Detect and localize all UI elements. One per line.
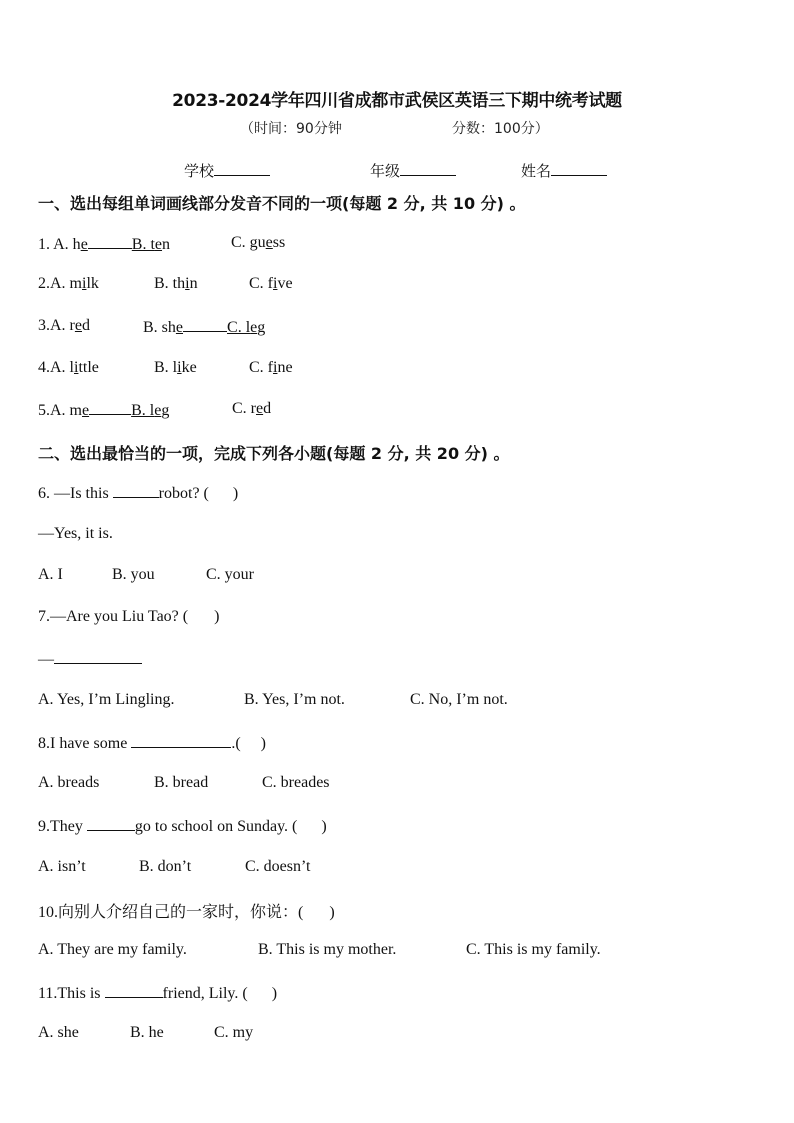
q3-a-underlined: e [74,317,82,334]
q5-b-underlined: e [154,402,162,419]
q10-option-b: B. This is my mother. [258,941,397,958]
q11-option-b: B. he [130,1024,164,1041]
q2-a-underlined: i [82,275,87,292]
q2-option-c: C. five [249,275,293,292]
name-label: 姓名 [521,162,552,180]
q1-number: 1 [38,236,46,253]
q5-option-b: B. leg [131,402,170,419]
q8-option-c: C. breades [262,774,330,791]
q3-option-a: A. red [50,317,90,334]
name-blank [551,161,607,176]
q4-option-a: A. little [50,359,99,376]
q6-option-b: B. you [112,566,155,583]
grade-label: 年级 [370,162,401,180]
q1-c-underlined: e [265,234,273,251]
question-3: 3.A. red [38,317,90,334]
q7-answer: — [38,649,142,669]
q11-option-c: C. my [214,1024,254,1041]
q9-option-c: C. doesn’t [245,858,311,875]
q5-option-a: A. me [50,402,90,419]
q6-blank [113,483,159,498]
q1-option-b: B. ten [131,236,171,253]
q3-option-b: B. she C. leg [143,319,266,336]
q5-a-underlined: e [82,402,90,419]
question-8: 8.I have some .( ) [38,735,266,752]
question-11: 11.This is friend, Lily. ( ) [38,985,278,1002]
q10-option-c: C. This is my family. [466,941,601,958]
q8-option-a: A. breads [38,774,100,791]
q3-c-underlined: e [250,319,258,336]
section-1-heading: 一、选出每组单词画线部分发音不同的一项(每题 2 分, 共 10 分) 。 [38,194,526,213]
q2-option-b: B. thin [154,275,198,292]
page-title: 2023-2024学年四川省成都市武侯区英语三下期中统考试题 [172,91,622,111]
q11-blank [105,983,163,998]
question-5: 5.A. me B. leg [38,402,170,419]
q2-b-underlined: i [185,275,190,292]
q1-option-a: A. he [53,236,88,253]
q10-option-a: A. They are my family. [38,941,187,958]
q1-blank [88,234,132,249]
section-2-heading: 二、选出最恰当的一项，完成下列各小题(每题 2 分, 共 20 分) 。 [38,444,510,463]
q5-c-underlined: e [256,400,264,417]
question-10: 10.向别人介绍自己的一家时，你说：( ) [38,904,335,921]
q1-a-underlined: e [80,236,88,253]
question-4: 4.A. little [38,359,99,376]
q9-option-b: B. don’t [139,858,192,875]
q6-answer: —Yes, it is. [38,525,113,542]
q4-option-c: C. fine [249,359,293,376]
q4-c-underlined: i [273,359,278,376]
q8-option-b: B. bread [154,774,209,791]
q2-option-a: A. milk [50,275,99,292]
q7-blank [54,649,142,664]
school-label: 学校 [184,162,215,180]
q5-option-c: C. red [232,400,272,417]
question-2: 2.A. milk [38,275,99,292]
q4-a-underlined: i [74,359,79,376]
grade-field [370,160,456,181]
q1-option-c: C. guess [231,234,286,251]
question-6: 6. —Is this robot? ( ) [38,485,239,502]
school-field [184,160,270,181]
q7-option-c: C. No, I’m not. [410,691,508,708]
grade-blank [400,161,456,176]
q8-blank [131,733,231,748]
school-blank [214,161,270,176]
q4-b-underlined: i [177,359,182,376]
question-1 [38,234,170,254]
q3-blank [183,317,227,332]
name-field [521,160,607,181]
q7-option-b: B. Yes, I’m not. [244,691,345,708]
q9-blank [87,816,135,831]
q1-b-underlined: e [154,236,163,253]
q7-option-a: A. Yes, I’m Lingling. [38,691,175,708]
q2-c-underlined: i [273,275,278,292]
q11-option-a: A. she [38,1024,79,1041]
q6-option-c: C. your [206,566,254,583]
exam-time: （时间：90分钟 [240,121,342,137]
q6-option-a: A. I [38,566,63,583]
q4-option-b: B. like [154,359,197,376]
q3-option-c: C. leg [227,319,266,336]
q5-blank [89,400,131,415]
q1-dot: . [46,236,54,253]
question-9: 9.They go to school on Sunday. ( ) [38,818,327,835]
question-7: 7.—Are you Liu Tao? ( ) [38,608,220,625]
q3-b-underlined: e [175,319,184,336]
q9-option-a: A. isn’t [38,858,86,875]
exam-score: 分数：100分） [452,121,549,137]
